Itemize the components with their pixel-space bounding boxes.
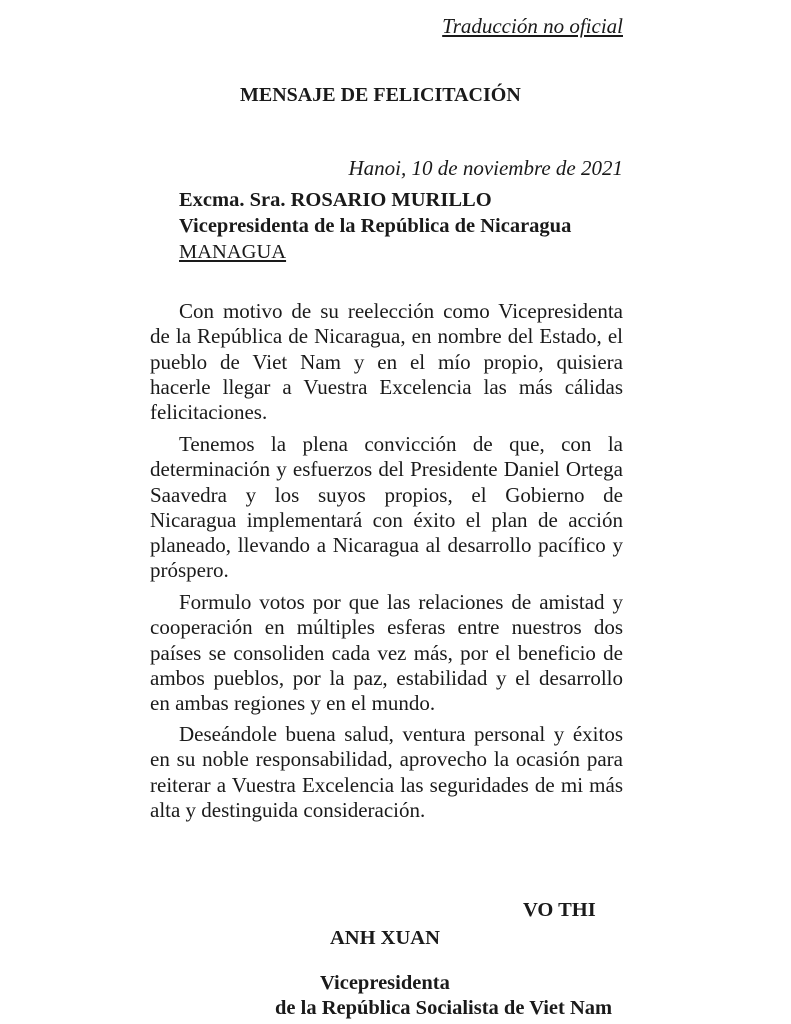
- paragraph-line: Formulo votos por que las relaciones de amistad y: [179, 590, 623, 614]
- recipient-city: MANAGUA: [179, 241, 287, 263]
- document-title: MENSAJE DE FELICITACIÓN: [240, 84, 521, 106]
- paragraph-line: Con motivo de su reelección como Vicepresidenta: [179, 299, 623, 323]
- paragraph-3: [150, 590, 623, 716]
- paragraph-line: planeado, llevando a Nicaragua al desarrollo pacífico y: [150, 533, 623, 558]
- paragraph-line: países se consoliden cada vez más, por el beneficio de: [150, 640, 623, 665]
- paragraph-1: [150, 299, 623, 425]
- paragraph-line: Deseándole buena salud, ventura personal y éxitos: [179, 722, 623, 746]
- signatory-name-line1: VO THI: [523, 899, 596, 921]
- paragraph-line: pueblo de Viet Nam y en el mío propio, quisiera: [150, 349, 623, 374]
- paragraph-line: Nicaragua implementará con éxito el plan de acción: [150, 507, 623, 532]
- paragraph-line: de la República de Nicaragua, en nombre del Estado, el: [150, 324, 623, 349]
- recipient-name: Excma. Sra. ROSARIO MURILLO: [179, 189, 492, 211]
- signatory-name-line2: ANH XUAN: [330, 927, 440, 949]
- paragraph-line: determinación y esfuerzos del Presidente Daniel Ortega: [150, 457, 623, 482]
- paragraph-line: en su noble responsabilidad, aprovecho la ocasión para: [150, 747, 623, 772]
- signatory-title-line2: de la República Socialista de Viet Nam: [275, 997, 613, 1019]
- paragraph-line: alta y destinguida consideración.: [150, 797, 426, 822]
- paragraph-line: Tenemos la plena convicción de que, con la: [179, 432, 623, 456]
- recipient-block: [179, 187, 571, 265]
- paragraph-line: Saavedra y los suyos propios, el Gobierno de: [150, 482, 623, 507]
- paragraph-line: cooperación en múltiples esferas entre nuestros dos: [150, 615, 623, 640]
- paragraph-line: próspero.: [150, 558, 229, 583]
- paragraph-4: [150, 722, 623, 823]
- paragraph-line: hacerle llegar a Vuestra Excelencia las más cálidas: [150, 374, 623, 399]
- place-date: Hanoi, 10 de noviembre de 2021: [348, 156, 623, 180]
- signatory-title-line1: Vicepresidenta: [320, 972, 450, 994]
- unofficial-translation-note: Traducción no oficial: [442, 14, 623, 38]
- paragraph-line: ambos pueblos, por la paz, estabilidad y el desarrollo: [150, 665, 623, 690]
- paragraph-line: felicitaciones.: [150, 400, 268, 425]
- paragraph-2: [150, 432, 623, 584]
- paragraph-line: en ambas regiones y en el mundo.: [150, 691, 436, 716]
- recipient-position: Vicepresidenta de la República de Nicaragua: [179, 215, 572, 237]
- paragraph-line: reiterar a Vuestra Excelencia las seguridades de mi más: [150, 772, 623, 797]
